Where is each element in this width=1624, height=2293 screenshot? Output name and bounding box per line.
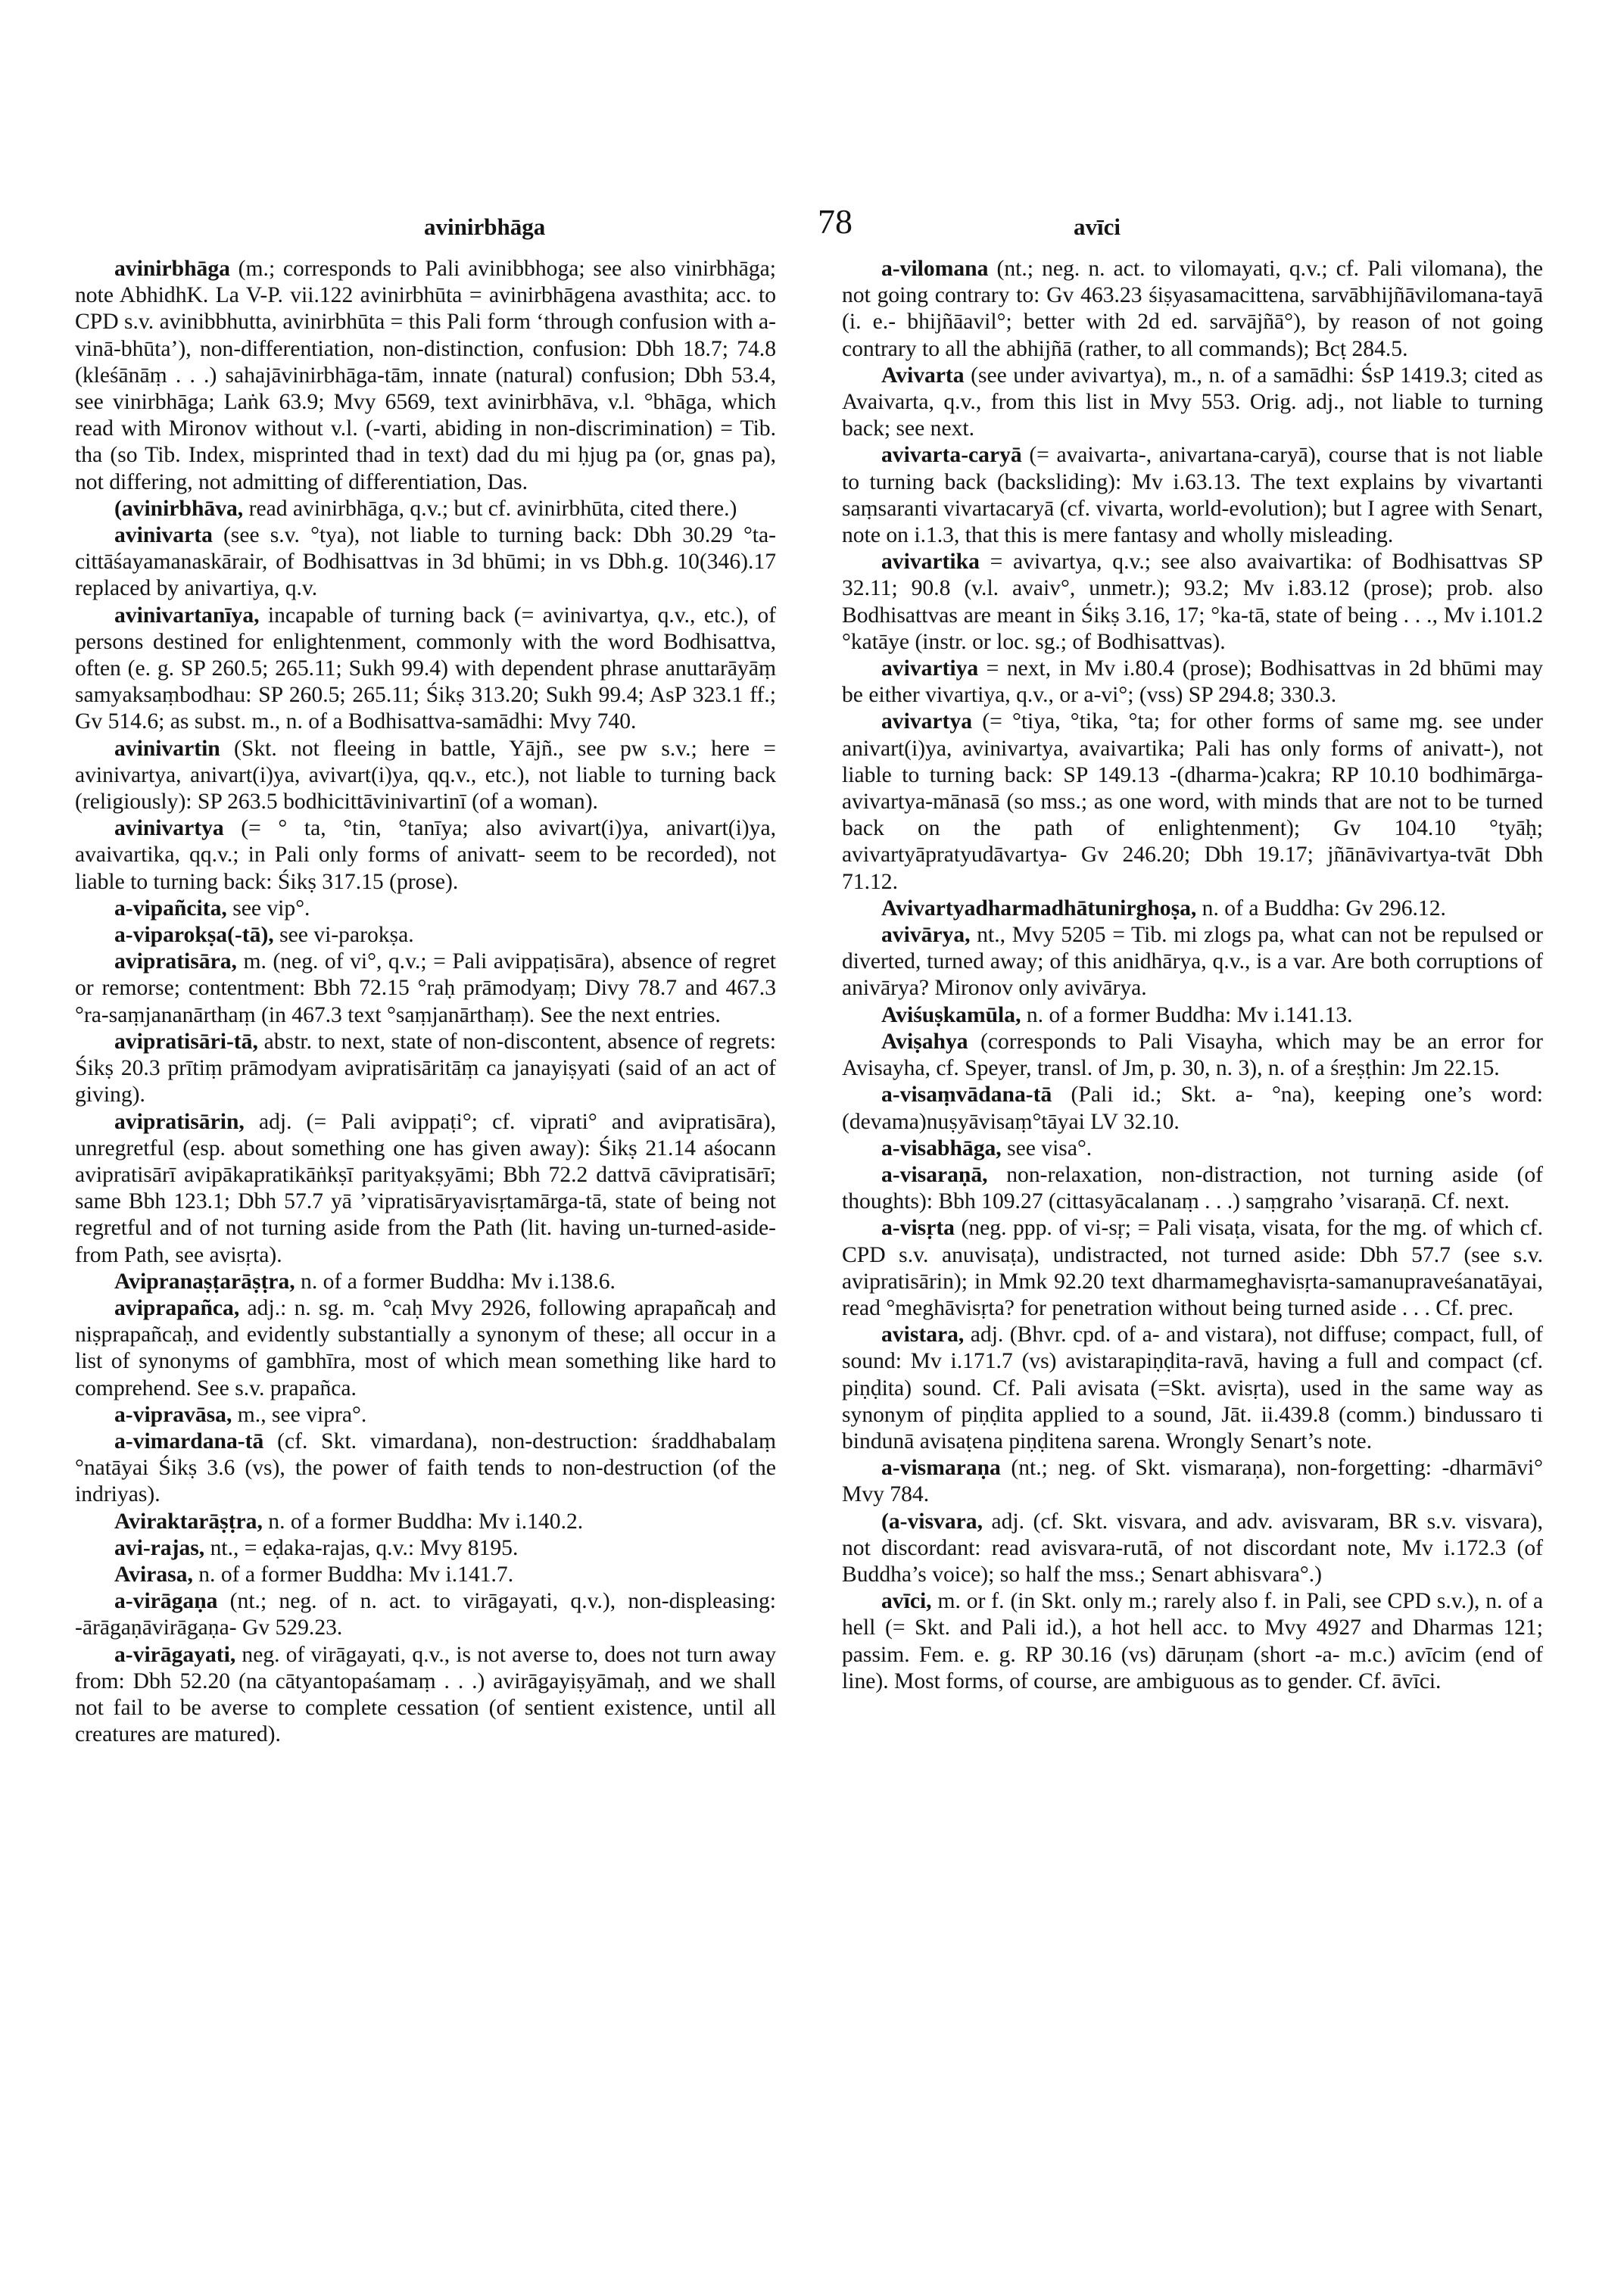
entry-headword: avivartiya [881,656,979,681]
dictionary-entry [75,1509,776,1535]
dictionary-entry [842,1588,1543,1695]
dictionary-entry [75,522,776,603]
entry-headword: avipratisārin, [114,1109,245,1134]
entry-headword: avipratisāri-tā, [114,1029,258,1054]
entry-headword: avinivartya [114,816,224,841]
entry-body: abstr. to next, state of non-discontent, absence of regrets: Śikṣ 20.3 prītiṃ prāmodyam avipratisāritāṃ ca janayiṣyati (said of an act of giving). [75,1029,776,1108]
entry-body: nt., = eḍaka-rajas, q.v.: Mvy 8195. [204,1535,519,1560]
right-column [842,256,1543,1695]
entry-body: (see under avivartya), m., n. of a samādhi: ŚsP 1419.3; cited as Avaivarta, q.v., from this list in Mvy 553. Orig. adj., not liable to turning back; see next. [842,363,1543,441]
entry-headword: Avipranaṣṭarāṣṭra, [114,1269,295,1294]
entry-headword: Avivarta [881,363,965,388]
dictionary-entry [75,603,776,736]
entry-headword: Aviṣahya [881,1029,968,1054]
entry-headword: avivārya, [881,923,971,948]
entry-headword: avivartya [881,709,972,734]
entry-headword: avistara, [881,1323,965,1347]
entry-body: (= °tiya, °tika, °ta; for other forms of same mg. see under anivart(i)ya, avinivartya, avaivartika; Pali has only forms of anivatt-), not liable to turning back: SP 149.13 -(dharma-)cakra; RP 10.10 bodhimārga-avivartya-mānasā (so mss.; as one word, with minds that are not to be turned back on the path of enlightenment); Gv 104.10 °tyāḥ; avivartyāpratyudāvartya- Gv 246.20; Dbh 19.17; jñānāvivartya-tvāt Dbh 71.12. [842,709,1543,894]
dictionary-entry [75,1109,776,1269]
dictionary-entry [842,1215,1543,1322]
page-number: 78 [818,202,853,241]
entry-body: (nt.; neg. of Skt. vismaraṇa), non-forgetting: -dharmāvi° Mvy 784. [842,1456,1543,1507]
entry-body: (Skt. not fleeing in battle, Yājñ., see pw s.v.; here = avinivartya, anivart(i)ya, avivart(i)ya, qq.v., etc.), not liable to turning back (religiously): SP 263.5 bodhicittāvinivartinī (of a woman). [75,736,776,815]
dictionary-entry [842,1455,1543,1508]
entry-body: = avivartya, q.v.; see also avaivartika: of Bodhisattvas SP 32.11; 90.8 (v.l. avaiv°, unmetr.); 93.2; Mv i.83.12 (prose); prob. also Bodhisattvas are meant in Śikṣ 3.16, 17; °ka-tā, state of being . . ., Mv i.101.2 °katāye (instr. or loc. sg.; of Bodhisattvas). [842,550,1543,654]
entry-body: (neg. ppp. of vi-sṛ; = Pali visaṭa, visata, for the mg. of which cf. CPD s.v. anuvisaṭa), undistracted, not turned aside: Dbh 57.7 (see s.v. avipratisārin); in Mmk 92.20 text dharmameghavisṛta-samanupraveśanatāyai, read °meghāvisṛta? for penetration without being turned aside . . . Cf. prec. [842,1216,1543,1320]
dictionary-entry [75,1029,776,1109]
entry-headword: a-virāgayati, [114,1642,236,1667]
entry-body: (cf. Skt. vimardana), non-destruction: śraddhabalaṃ °natāyai Śikṣ 3.6 (vs), the power of faith tends to non-destruction (of the indriyas). [75,1428,776,1507]
entry-headword: (a-visvara, [881,1509,983,1534]
left-guideword: avinirbhāga [424,213,546,240]
entry-headword: a-vilomana [881,257,989,281]
entry-body: non-relaxation, non-distraction, not turning aside (of thoughts): Bbh 109.27 (cittasyācalanaṃ . . .) saṃgraho ’visaraṇā. Cf. next. [842,1162,1543,1214]
dictionary-entry [75,949,776,1029]
entry-body: (nt.; neg. of n. act. to virāgayati, q.v.), non-displeasing: -ārāgaṇāvirāgaṇa- Gv 529.23. [75,1589,776,1640]
dictionary-entry [842,442,1543,549]
entry-headword: a-vismaraṇa [881,1456,1001,1481]
entry-headword: a-visṛta [881,1216,955,1241]
dictionary-entry [75,896,776,922]
dictionary-entry [75,1295,776,1402]
entry-body: (see s.v. °tya), not liable to turning back: Dbh 30.29 °ta-cittāśayamanaskārair, of Bodhisattvas in 3d bhūmi; in vs Dbh.g. 10(346).17 replaced by anivartiya, q.v. [75,523,776,601]
entry-body: n. of a former Buddha: Mv i.140.2. [262,1509,584,1534]
dictionary-entry [75,1562,776,1588]
dictionary-entry [75,736,776,816]
left-column [75,256,776,1748]
dictionary-entry [75,1588,776,1641]
dictionary-entry [842,1002,1543,1029]
dictionary-entry [75,496,776,522]
dictionary-entry [842,896,1543,922]
dictionary-entry [75,922,776,949]
entry-headword: avinirbhāga [114,257,230,281]
entry-headword: a-vipravāsa, [114,1402,232,1427]
dictionary-entry [75,1428,776,1509]
entry-headword: avi-rajas, [114,1535,205,1560]
dictionary-entry [842,1162,1543,1215]
entry-headword: Aviśuṣkamūla, [881,1002,1021,1027]
entry-headword: Aviraktarāṣṭra, [114,1509,263,1534]
dictionary-entry [842,256,1543,363]
entry-headword: avīci, [881,1589,932,1614]
dictionary-entry [842,922,1543,1002]
entry-body: see vip°. [226,896,310,921]
dictionary-entry [842,709,1543,895]
dictionary-entry [75,1269,776,1295]
dictionary-entry [842,1322,1543,1455]
entry-headword: a-vipañcita, [114,896,227,921]
entry-headword: a-viparokṣa(-tā), [114,923,274,948]
entry-body: incapable of turning back (= avinivartya, q.v., etc.), of persons destined for enlightenment, commonly with the word Bodhisattva, often (e. g. SP 260.5; 265.11; Sukh 99.4) with dependent phrase anuttarāyāṃ samyaksaṃbodhau: SP 260.5; 265.11; Śikṣ 313.20; Sukh 99.4; AsP 323.1 ff.; Gv 514.6; as subst. m., n. of a Bodhisattva-samādhi: Mvy 740. [75,603,776,734]
entry-headword: avinivartanīya, [114,603,260,628]
entry-body: adj.: n. sg. m. °caḥ Mvy 2926, following aprapañcaḥ and niṣprapañcaḥ, and evidently substantially a synonym of these; all occur in a list of synonyms of gambhīra, most of which mean something like hard to comprehend. See s.v. prapañca. [75,1295,776,1400]
dictionary-entry [75,1402,776,1428]
dictionary-entry [842,1082,1543,1135]
entry-headword: a-virāgaṇa [114,1589,218,1614]
entry-body: see visa°. [1001,1136,1093,1161]
entry-body: n. of a former Buddha: Mv i.141.7. [192,1562,514,1587]
entry-body: adj. (cf. Skt. visvara, and adv. avisvaram, BR s.v. visvara), not discordant: read avisvara-rutā, of not discordant note, Mv i.172.3 (of Buddha’s voice); so half the mss.; Senart abhisvara°.) [842,1509,1543,1587]
entry-headword: a-vimardana-tā [114,1428,264,1453]
entry-body: n. of a Buddha: Gv 296.12. [1196,896,1446,921]
entry-headword: avivarta-caryā [881,443,1022,468]
entry-body: n. of a former Buddha: Mv i.141.13. [1021,1002,1353,1027]
dictionary-entry [842,549,1543,656]
entry-body: m., see vipra°. [232,1402,367,1427]
entry-body: nt., Mvy 5205 = Tib. mi zlogs pa, what can not be repulsed or diverted, turned away; of this anidhārya, q.v., is a var. Are both corruptions of anivārya? Mironov only avivārya. [842,923,1543,1001]
entry-headword: a-visaṃvādana-tā [881,1083,1052,1108]
entry-headword: avinivarta [114,523,213,548]
entry-body: (corresponds to Pali Visayha, which may be an error for Avisayha, cf. Speyer, transl. of Jm, p. 30, n. 3), n. of a śreṣṭhin: Jm 22.15. [842,1029,1543,1081]
dictionary-entry [75,815,776,896]
dictionary-entry [75,1535,776,1562]
entry-headword: avinivartin [114,736,220,761]
entry-headword: aviprapañca, [114,1295,240,1320]
entry-body: adj. (= Pali avippaṭi°; cf. viprati° and avipratisāra), unregretful (esp. about something one has given away): Śikṣ 21.14 aśocann avipratisārī avipākapratikāṅkṣī parityakṣyāmi; Bbh 72.2 dattvā cāvipratisārī; same Bbh 123.1; Dbh 57.7 yā ’vipratisāryavisṛtamārga-tā, state of being not regretful and of not turning aside from the Path (lit. having un-turned-aside-from Path, see avisṛta). [75,1109,776,1267]
entry-body: (m.; corresponds to Pali avinibbhoga; see also vinirbhāga; note AbhidhK. La V-P. vii.122 avinirbhūta = avinirbhāgena avasthita; acc. to CPD s.v. avinibbhutta, avinirbhūta = this Pali form ‘through confusion with a-vinā-bhūta’), non-differentiation, non-distinction, confusion: Dbh 18.7; 74.8 (kleśānāṃ . . .) sahajāvinirbhāga-tām, innate (natural) confusion; Dbh 53.4, see vinirbhāga; Laṅk 63.9; Mvy 6569, text avinirbhāva, v.l. °bhāga, which read with Mironov without v.l. (-varti, abiding in non-discrimination) = Tib. tha (so Tib. Index, misprinted thad in text) dad du mi ḥjug pa (or, gnas pa), not differing, not admitting of differentiation, Das. [75,257,776,494]
entry-body: (nt.; neg. n. act. to vilomayati, q.v.; cf. Pali vilomana), the not going contrary to: Gv 463.23 śiṣyasamacittena, sarvābhijñāvilomana-tayā (i. e.- bhijñāavil°; better with 2d ed. sarvājñā°), by reason of not going contrary to all the abhijñā (rather, to all commands); Bcṭ 284.5. [842,257,1543,361]
entry-headword: a-visabhāga, [881,1136,1002,1161]
entry-body: (= ° ta, °tin, °tanīya; also avivart(i)ya, anivart(i)ya, avaivartika, qq.v.; in Pali only forms of anivatt- seem to be recorded), not liable to turning back: Śikṣ 317.15 (prose). [75,816,776,894]
dictionary-entry [75,1642,776,1749]
entry-headword: Avirasa, [114,1562,193,1587]
entry-headword: avipratisāra, [114,949,237,974]
right-guideword: avīci [1074,213,1121,240]
entry-body: m. or f. (in Skt. only m.; rarely also f. in Pali, see CPD s.v.), n. of a hell (= Skt. and Pali id.), a hot hell acc. to Mvy 4927 and Dharmas 121; passim. Fem. e. g. RP 30.16 (vs) dāruṇam (short -a- m.c.) avīcim (end of line). Most forms, of course, are ambiguous as to gender. Cf. āvīci. [842,1589,1543,1693]
entry-body: neg. of virāgayati, q.v., is not averse to, does not turn away from: Dbh 52.20 (na cātyantopaśamaṃ . . .) avirāgayiṣyāmaḥ, and we shall not fail to be averse to complete cessation (of sentient existence, until all creatures are matured). [75,1642,776,1747]
entry-body: (Pali id.; Skt. a- °na), keeping one’s word: (devama)nuṣyāvisaṃ°tāyai LV 32.10. [842,1083,1543,1134]
dictionary-entry [842,363,1543,443]
entry-headword: (avinirbhāva, [114,496,244,521]
dictionary-entry [842,1029,1543,1082]
dictionary-entry [75,256,776,496]
entry-headword: avivartika [881,550,980,575]
dictionary-entry [842,656,1543,709]
entry-body: = next, in Mv i.80.4 (prose); Bodhisattvas in 2d bhūmi may be either vivartiya, q.v., or a-vi°; (vss) SP 294.8; 330.3. [842,656,1543,708]
entry-body: see vi-parokṣa. [273,923,414,948]
entry-body: read avinirbhāga, q.v.; but cf. avinirbhūta, cited there.) [243,496,737,521]
entry-headword: a-visaraṇā, [881,1162,988,1187]
entry-body: adj. (Bhvr. cpd. of a- and vistara), not diffuse; compact, full, of sound: Mv i.171.7 (vs) avistarapiṇḍita-ravā, having a full and compact (cf. piṇḍita) sound. Cf. Pali avisata (=Skt. avisṛta), used in the same way as synonym of piṇḍita applied to a sound, Jāt. ii.439.8 (comm.) bindussaro ti bindunā avisaṭena piṇḍitena sarena. Wrongly Senart’s note. [842,1323,1543,1453]
entry-body: (= avaivarta-, anivartana-caryā), course that is not liable to turning back (backsliding): Mv i.63.13. The text explains by vivartanti saṃsaranti vivartacaryā (cf. vivarta, world-evolution); but I agree with Senart, note on i.1.3, that this is mere fantasy and wholly misleading. [842,443,1543,548]
dictionary-entry [842,1136,1543,1162]
dictionary-entry [842,1509,1543,1589]
entry-headword: Avivartyadharmadhātunirghoṣa, [881,896,1197,921]
entry-body: m. (neg. of vi°, q.v.; = Pali avippaṭisāra), absence of regret or remorse; contentment: Bbh 72.15 °raḥ prāmodyaṃ; Divy 78.7 and 467.3 °ra-saṃjananārthaṃ (in 467.3 text °saṃjanārthaṃ). See the next entries. [75,949,776,1027]
entry-body: n. of a former Buddha: Mv i.138.6. [295,1269,616,1294]
